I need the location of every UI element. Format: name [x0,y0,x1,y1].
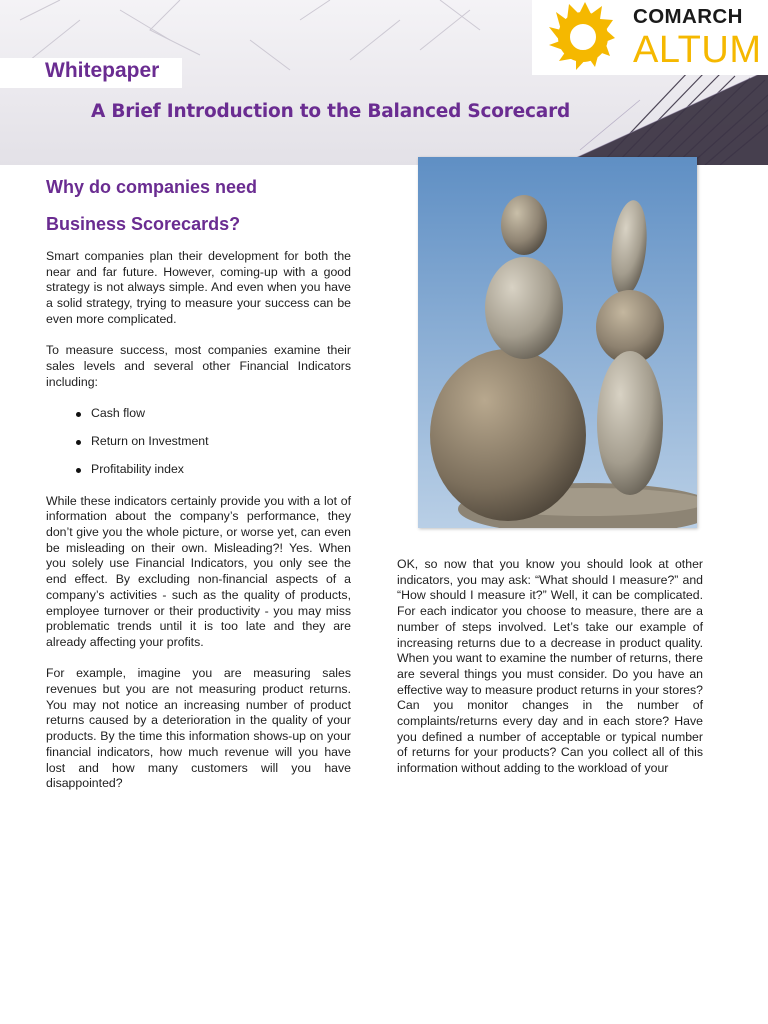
section-heading [46,169,346,243]
list-item-label: Return on Investment [91,434,209,449]
list-item-label: Cash flow [91,406,145,420]
balanced-stones-image [418,157,697,528]
paragraph: Smart companies plan their development for both the near and far future. However, coming-up with a good strategy is not always simple. And even when you have a solid strategy, trying to measure your success can be even more complicated. [46,249,351,326]
list-item [46,434,351,450]
sun-logo-icon [532,0,632,75]
logo-brand-text: COMARCH [633,5,743,28]
paragraph: To measure success, most companies examine their sales levels and several other Financial Indicators including: [46,343,351,389]
list-item-label: Profitability index [91,462,184,477]
list-item [46,462,351,478]
bullet-icon [76,468,81,473]
logo-product-text: ALTUM [633,29,762,71]
comarch-altum-logo [532,0,768,75]
section-heading-line-1: Why do companies need [46,177,258,197]
document-title: A Brief Introduction to the Balanced Scorecard [91,101,571,122]
document-type-label: Whitepaper [45,59,160,82]
bullet-icon [76,440,81,445]
paragraph: OK, so now that you know you should look at other indicators, you may ask: “What should I measure?” and “How should I measure it?” Well, it can be complicated. For each indicator you choose to measure, there are a number of steps involved. Let’s take our example of increasing returns due to a decrease in product quality. When you want to examine the number of returns, there are several things you must consider. Do you have an effective way to measure product returns in your stores? Can you monitor changes in the number of complaints/returns every day and in each store? Have you defined a number of acceptable or typical number of returns for your products? Can you collect all of this information without adding to the workload of your [397,557,703,776]
right-text-column [397,557,703,777]
list-item [46,406,351,422]
paragraph: For example, imagine you are measuring sales revenues but you are not measuring product returns. You may not notice an increasing number of product returns caused by a deterioration in the quality of your products. By the time this information shows-up on your financial indicators, how much revenue will you have lost and how many customers will you have disappointed? [46,666,351,791]
paragraph: While these indicators certainly provide you with a lot of information about the company’s performance, they don’t give you the whole picture, or worse yet, can even be misleading on their own. Misleading?! Yes. When you solely use Financial Indicators, you only see the end effect. By excluding non-financial aspects of a company’s activities - such as the quality of products, employee turnover or their productivity - you may miss problematic trends until it is too late and they are already affecting your profits. [46,493,351,649]
bullet-icon [76,412,81,417]
bullet-list [46,406,351,478]
left-text-column [46,249,351,792]
section-heading-line-2: Business Scorecards? [46,214,241,234]
